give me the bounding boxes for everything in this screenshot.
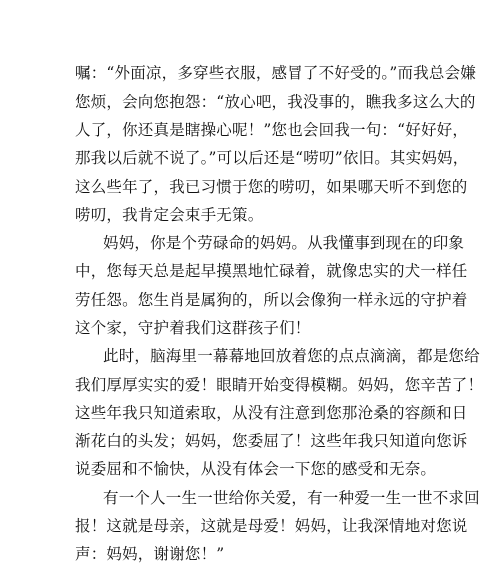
paragraph-line-6: 唠叨，我肯定会束手无策。 xyxy=(75,206,264,224)
paragraph-line-16: 有一个人一生一世给你关爱，有一种爱一生一世不求回 xyxy=(103,489,480,507)
paragraph-line-4: 那我以后就不说了。”可以后还是“唠叨”依旧。其实妈妈， xyxy=(75,149,469,167)
paragraph-line-7: 妈妈，你是个劳碌命的妈妈。从我懂事到现在的印象 xyxy=(103,234,465,252)
paragraph-line-8: 中，您每天总是起早摸黑地忙碌着，就像忠实的犬一样任 xyxy=(75,262,468,280)
paragraph-line-9: 劳任怨。您生肖是属狗的，所以会像狗一样永远的守护着 xyxy=(75,291,468,309)
paragraph-line-2: 您烦，会向您抱怨：“放心吧，我没事的，瞧我多这么大的 xyxy=(75,93,476,111)
paragraph-line-1: 嘱：“外面凉，多穿些衣服，感冒了不好受的。”而我总会嫌 xyxy=(75,64,476,82)
paragraph-line-17: 报！这就是母亲，这就是母爱！妈妈，让我深情地对您说 xyxy=(75,517,468,535)
paragraph-line-12: 我们厚厚实实的爱！眼睛开始变得模糊。妈妈，您辛苦了！ xyxy=(75,376,484,394)
paragraph-line-10: 这个家，守护着我们这群孩子们！ xyxy=(75,319,311,337)
paragraph-line-18: 声：妈妈，谢谢您！” xyxy=(75,545,225,563)
paragraph-line-5: 这么些年了，我已习惯于您的唠叨，如果哪天听不到您的 xyxy=(75,178,468,196)
paragraph-line-13: 这些年我只知道索取，从没有注意到您那沧桑的容颜和日 xyxy=(75,404,468,422)
paragraph-line-3: 人了，你还真是瞎操心呢！”您也会回我一句：“好好好， xyxy=(75,121,469,139)
paragraph-line-14: 渐花白的头发；妈妈，您委屈了！这些年我只知道向您诉 xyxy=(75,432,468,450)
paragraph-line-11: 此时，脑海里一幕幕地回放着您的点点滴滴，都是您给 xyxy=(103,347,480,365)
paragraph-line-15: 说委屈和不愉快，从没有体会一下您的感受和无奈。 xyxy=(75,460,437,478)
